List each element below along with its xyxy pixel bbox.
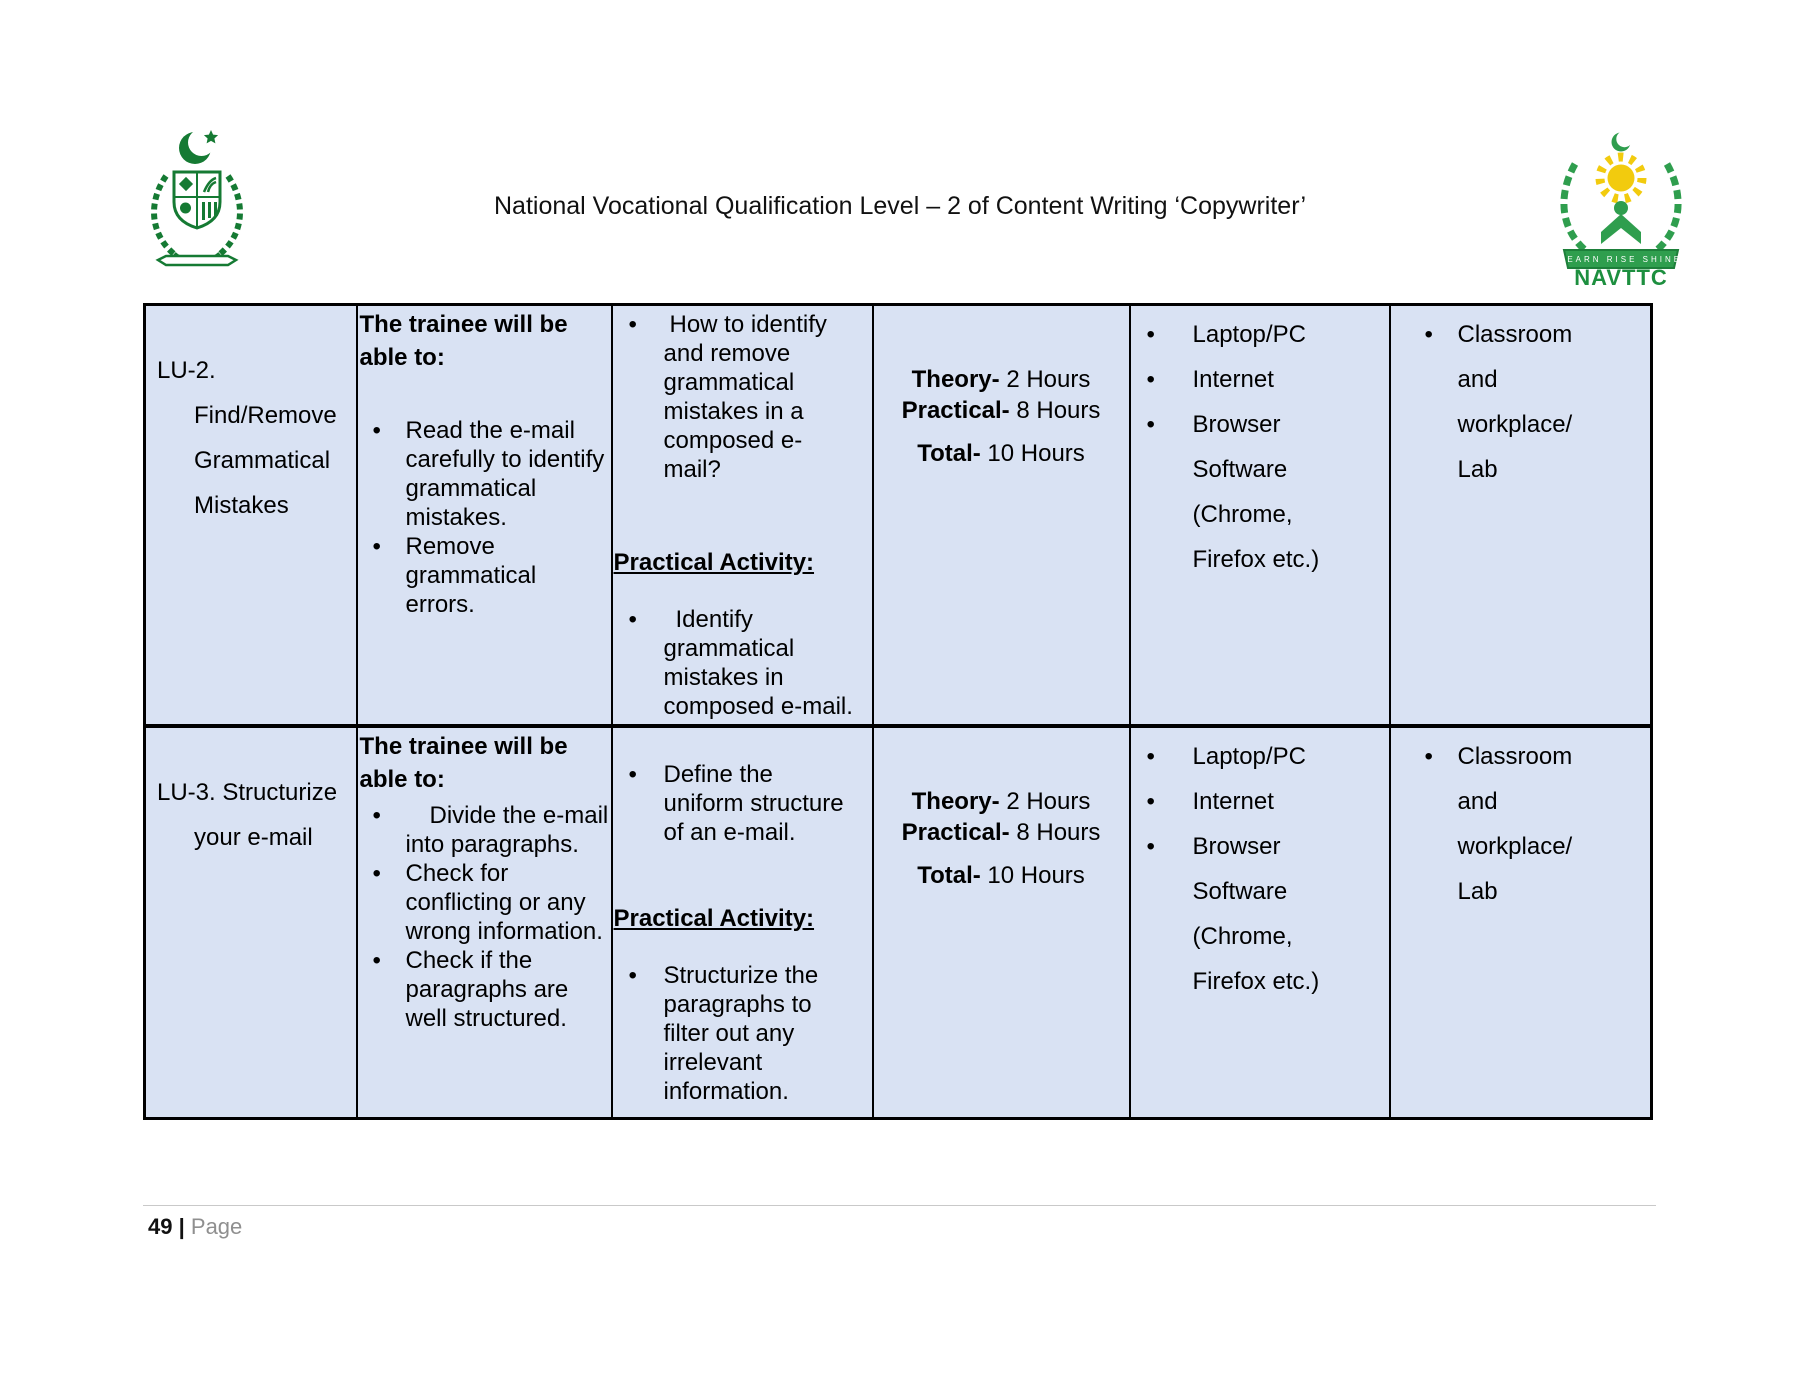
practical-hours (874, 395, 1129, 426)
venue-list (1391, 312, 1651, 492)
list-item: • Structurize the paragraphs to filter out any irrelevant information. (613, 961, 860, 1106)
objectives-heading: The trainee will be able to: (359, 311, 568, 371)
total-label: Total- (917, 440, 981, 467)
cell-objectives (357, 726, 612, 1119)
list-item: • Define the uniform structure of an e-mail. (613, 760, 854, 847)
list-item: • Divide the e-mail into paragraphs. (358, 801, 609, 859)
table-row-lu2 (145, 305, 1652, 727)
crescent-star-icon (179, 129, 218, 164)
practical-activity-list (613, 961, 872, 1106)
theory-value: 2 Hours (1006, 788, 1091, 815)
cell-contents (612, 305, 873, 727)
theory-label: Theory- (911, 788, 1000, 815)
total-label: Total- (917, 862, 981, 889)
cell-venue (1390, 305, 1652, 727)
navttc-icon (1550, 126, 1692, 286)
footer-divider-line (143, 1205, 1656, 1206)
learning-unit-title: your e-mail (194, 824, 313, 851)
theory-hours (874, 364, 1129, 395)
theory-value: 2 Hours (1006, 366, 1091, 393)
practical-activity-heading: Practical Activity: (613, 549, 815, 576)
total-value: 10 Hours (987, 862, 1085, 889)
tools-list (1131, 312, 1389, 582)
list-item: • Laptop/PC (1131, 312, 1348, 357)
hours-block (874, 364, 1129, 469)
objectives-list (358, 416, 611, 619)
page-number: 49 (148, 1214, 173, 1239)
sun-icon (1600, 157, 1642, 199)
table-body (145, 305, 1652, 1119)
list-item: • Check for conflicting or any wrong information. (358, 859, 609, 946)
learning-unit-code: LU-3. Structurize (157, 779, 338, 806)
list-item: • Read the e-mail carefully to identify grammatical mistakes. (358, 416, 609, 532)
crescent-icon (1612, 131, 1633, 152)
page-footer (148, 1214, 242, 1240)
practical-value: 8 Hours (1016, 397, 1101, 424)
list-item: • Remove grammatical errors. (358, 532, 609, 619)
cell-contents (612, 726, 873, 1119)
contents-list (613, 760, 872, 847)
list-item: • Internet (1131, 357, 1348, 402)
practical-activity-list (613, 605, 872, 721)
banner-text: LEARN RISE SHINE (1559, 255, 1683, 264)
cell-learning-unit (145, 305, 357, 727)
person-icon (1601, 201, 1641, 244)
venue-list (1391, 734, 1651, 914)
total-value: 10 Hours (987, 440, 1085, 467)
learning-unit-title: Find/Remove Grammatical Mistakes (194, 402, 337, 519)
cell-tools (1130, 726, 1390, 1119)
navttc-name: NAVTTC (1574, 265, 1668, 286)
cell-objectives (357, 305, 612, 727)
page-number-separator: | (178, 1214, 185, 1239)
page-title: National Vocational Qualification Level – 2 of Content Writing ‘Copywriter’ (494, 192, 1306, 220)
practical-activity-heading: Practical Activity: (613, 905, 815, 932)
qualification-table (143, 303, 1653, 1120)
list-item: • Internet (1131, 779, 1348, 824)
cell-venue (1390, 726, 1652, 1119)
list-item: • Identify grammatical mistakes in composed e-mail. (613, 605, 860, 721)
total-hours (874, 860, 1129, 891)
contents-list (613, 310, 872, 484)
navttc-logo (1550, 126, 1692, 291)
practical-hours (874, 817, 1129, 848)
cell-tools (1130, 305, 1390, 727)
hours-block (874, 786, 1129, 891)
list-item: • Browser Software (Chrome, Firefox etc.) (1131, 402, 1348, 582)
list-item: • Classroom and workplace/ Lab (1391, 734, 1593, 914)
cell-hours (873, 305, 1130, 727)
list-item: • Laptop/PC (1131, 734, 1348, 779)
objectives-list (358, 801, 611, 1033)
scroll-banner (158, 256, 236, 265)
cell-hours (873, 726, 1130, 1119)
practical-label: Practical- (901, 397, 1010, 424)
table-row-lu3 (145, 726, 1652, 1119)
theory-label: Theory- (911, 366, 1000, 393)
total-hours (874, 438, 1129, 469)
practical-label: Practical- (901, 819, 1010, 846)
list-item: • Classroom and workplace/ Lab (1391, 312, 1593, 492)
objectives-heading: The trainee will be able to: (359, 733, 568, 793)
cell-learning-unit (145, 726, 357, 1119)
practical-value: 8 Hours (1016, 819, 1101, 846)
page-label: Page (190, 1214, 243, 1239)
list-item: • How to identify and remove grammatical mistakes in a composed e-mail? (613, 310, 854, 484)
theory-hours (874, 786, 1129, 817)
list-item: • Browser Software (Chrome, Firefox etc.) (1131, 824, 1348, 1004)
learning-unit-code: LU-2. (157, 357, 216, 384)
list-item: • Check if the paragraphs are well structured. (358, 946, 609, 1033)
tools-list (1131, 734, 1389, 1004)
